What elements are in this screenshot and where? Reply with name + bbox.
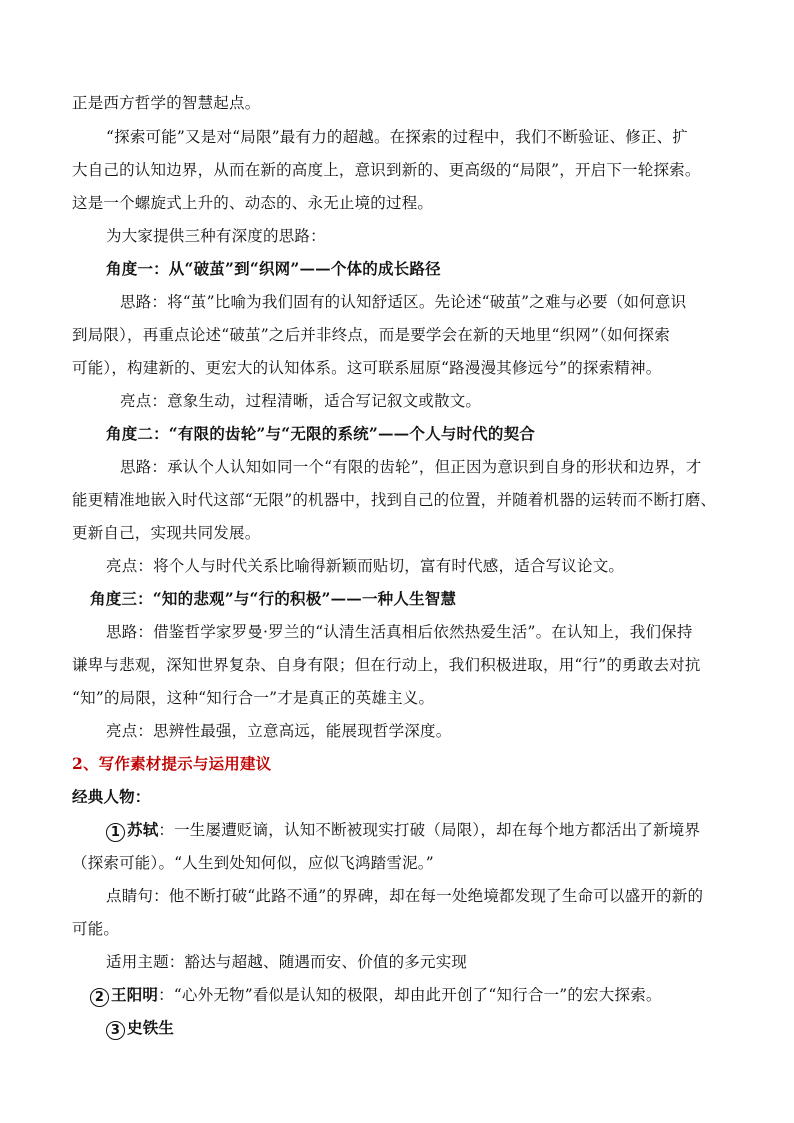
angle-two-text: 思路：承认个人认知如同一个“有限的齿轮”，但正因为意识到自身的形状和边界，才 bbox=[120, 458, 702, 476]
number-one-circle: 1 bbox=[106, 823, 125, 842]
figure-name: 王阳明 bbox=[111, 985, 159, 1004]
para-line: 正是西方哲学的智慧起点。 bbox=[72, 94, 261, 112]
angle-one-text: 到局限），再重点论述“破茧”之后并非终点，而是要学会在新的天地里“织网”（如何探索 bbox=[72, 326, 670, 344]
angle-three-text: “知”的局限，这种“知行合一”才是真正的英雄主义。 bbox=[72, 689, 435, 707]
figure-text: ：一生屡遭贬谪，认知不断被现实打破（局限），却在每个地方都活出了新境界 bbox=[158, 821, 701, 839]
angle-two-highlight: 亮点：将个人与时代关系比喻得新颖而贴切，富有时代感，适合写议论文。 bbox=[106, 557, 625, 575]
figure-text: （探索可能）。“人生到处知何似，应似飞鸿踏雪泥。” bbox=[72, 854, 434, 872]
key-sentence: 可能。 bbox=[72, 920, 120, 938]
angle-one-title: 角度一：从“破茧”到“织网”——个体的成长路径 bbox=[106, 259, 441, 278]
angle-three-highlight: 亮点：思辨性最强，立意高远，能展现哲学深度。 bbox=[106, 722, 452, 740]
section-heading: 2、写作素材提示与运用建议 bbox=[72, 754, 272, 773]
classic-figures-label: 经典人物： bbox=[72, 787, 151, 806]
figure-text: ：“心外无物”看似是认知的极限，却由此开创了“知行合一”的宏大探索。 bbox=[158, 986, 662, 1004]
para-line: 大自己的认知边界，从而在新的高度上，意识到新的、更高级的“局限”，开启下一轮探索。 bbox=[72, 161, 701, 179]
angle-two-text: 更新自己，实现共同发展。 bbox=[72, 524, 261, 542]
angle-two-text: 能更精准地嵌入时代这部“无限”的机器中，找到自己的位置，并随着机器的运转而不断打磨、 bbox=[72, 491, 717, 509]
figure-wang-yangming bbox=[90, 985, 662, 1007]
para-line: “探索可能”又是对“局限”最有力的超越。在探索的过程中，我们不断验证、修正、扩 bbox=[106, 128, 688, 146]
angle-three-text: 谦卑与悲观，深知世界复杂、自身有限；但在行动上，我们积极进取，用“行”的勇敢去对抗 bbox=[72, 656, 701, 674]
applicable-theme: 适用主题：豁达与超越、随遇而安、价值的多元实现 bbox=[106, 953, 468, 971]
figure-shi-tiesheng bbox=[106, 1018, 174, 1040]
angle-two-title: 角度二：“有限的齿轮”与“无限的系统”——个人与时代的契合 bbox=[106, 424, 535, 443]
para-line: 为大家提供三种有深度的思路： bbox=[106, 227, 326, 245]
key-sentence: 点睛句：他不断打破“此路不通”的界碑，却在每一处绝境都发现了生命可以盛开的新的 bbox=[106, 887, 704, 905]
angle-three-title: 角度三：“知的悲观”与“行的积极”——一种人生智慧 bbox=[90, 589, 457, 608]
figure-su-shi bbox=[106, 820, 700, 842]
angle-one-text: 可能），构建新的、更宏大的认知体系。这可联系屈原“路漫漫其修远兮”的探索精神。 bbox=[72, 359, 662, 377]
angle-three-text: 思路：借鉴哲学家罗曼·罗兰的“认清生活真相后依然热爱生活”。在认知上，我们保持 bbox=[106, 623, 693, 641]
number-two-circle: 2 bbox=[90, 988, 109, 1007]
figure-name: 苏轼 bbox=[127, 820, 159, 839]
para-line: 这是一个螺旋式上升的、动态的、永无止境的过程。 bbox=[72, 194, 434, 212]
number-three-circle: 3 bbox=[106, 1021, 125, 1040]
angle-one-highlight: 亮点：意象生动，过程清晰，适合写记叙文或散文。 bbox=[120, 392, 482, 410]
figure-name: 史铁生 bbox=[127, 1018, 175, 1037]
angle-one-text: 思路：将“茧”比喻为我们固有的认知舒适区。先论述“破茧”之难与必要（如何意识 bbox=[120, 293, 687, 311]
